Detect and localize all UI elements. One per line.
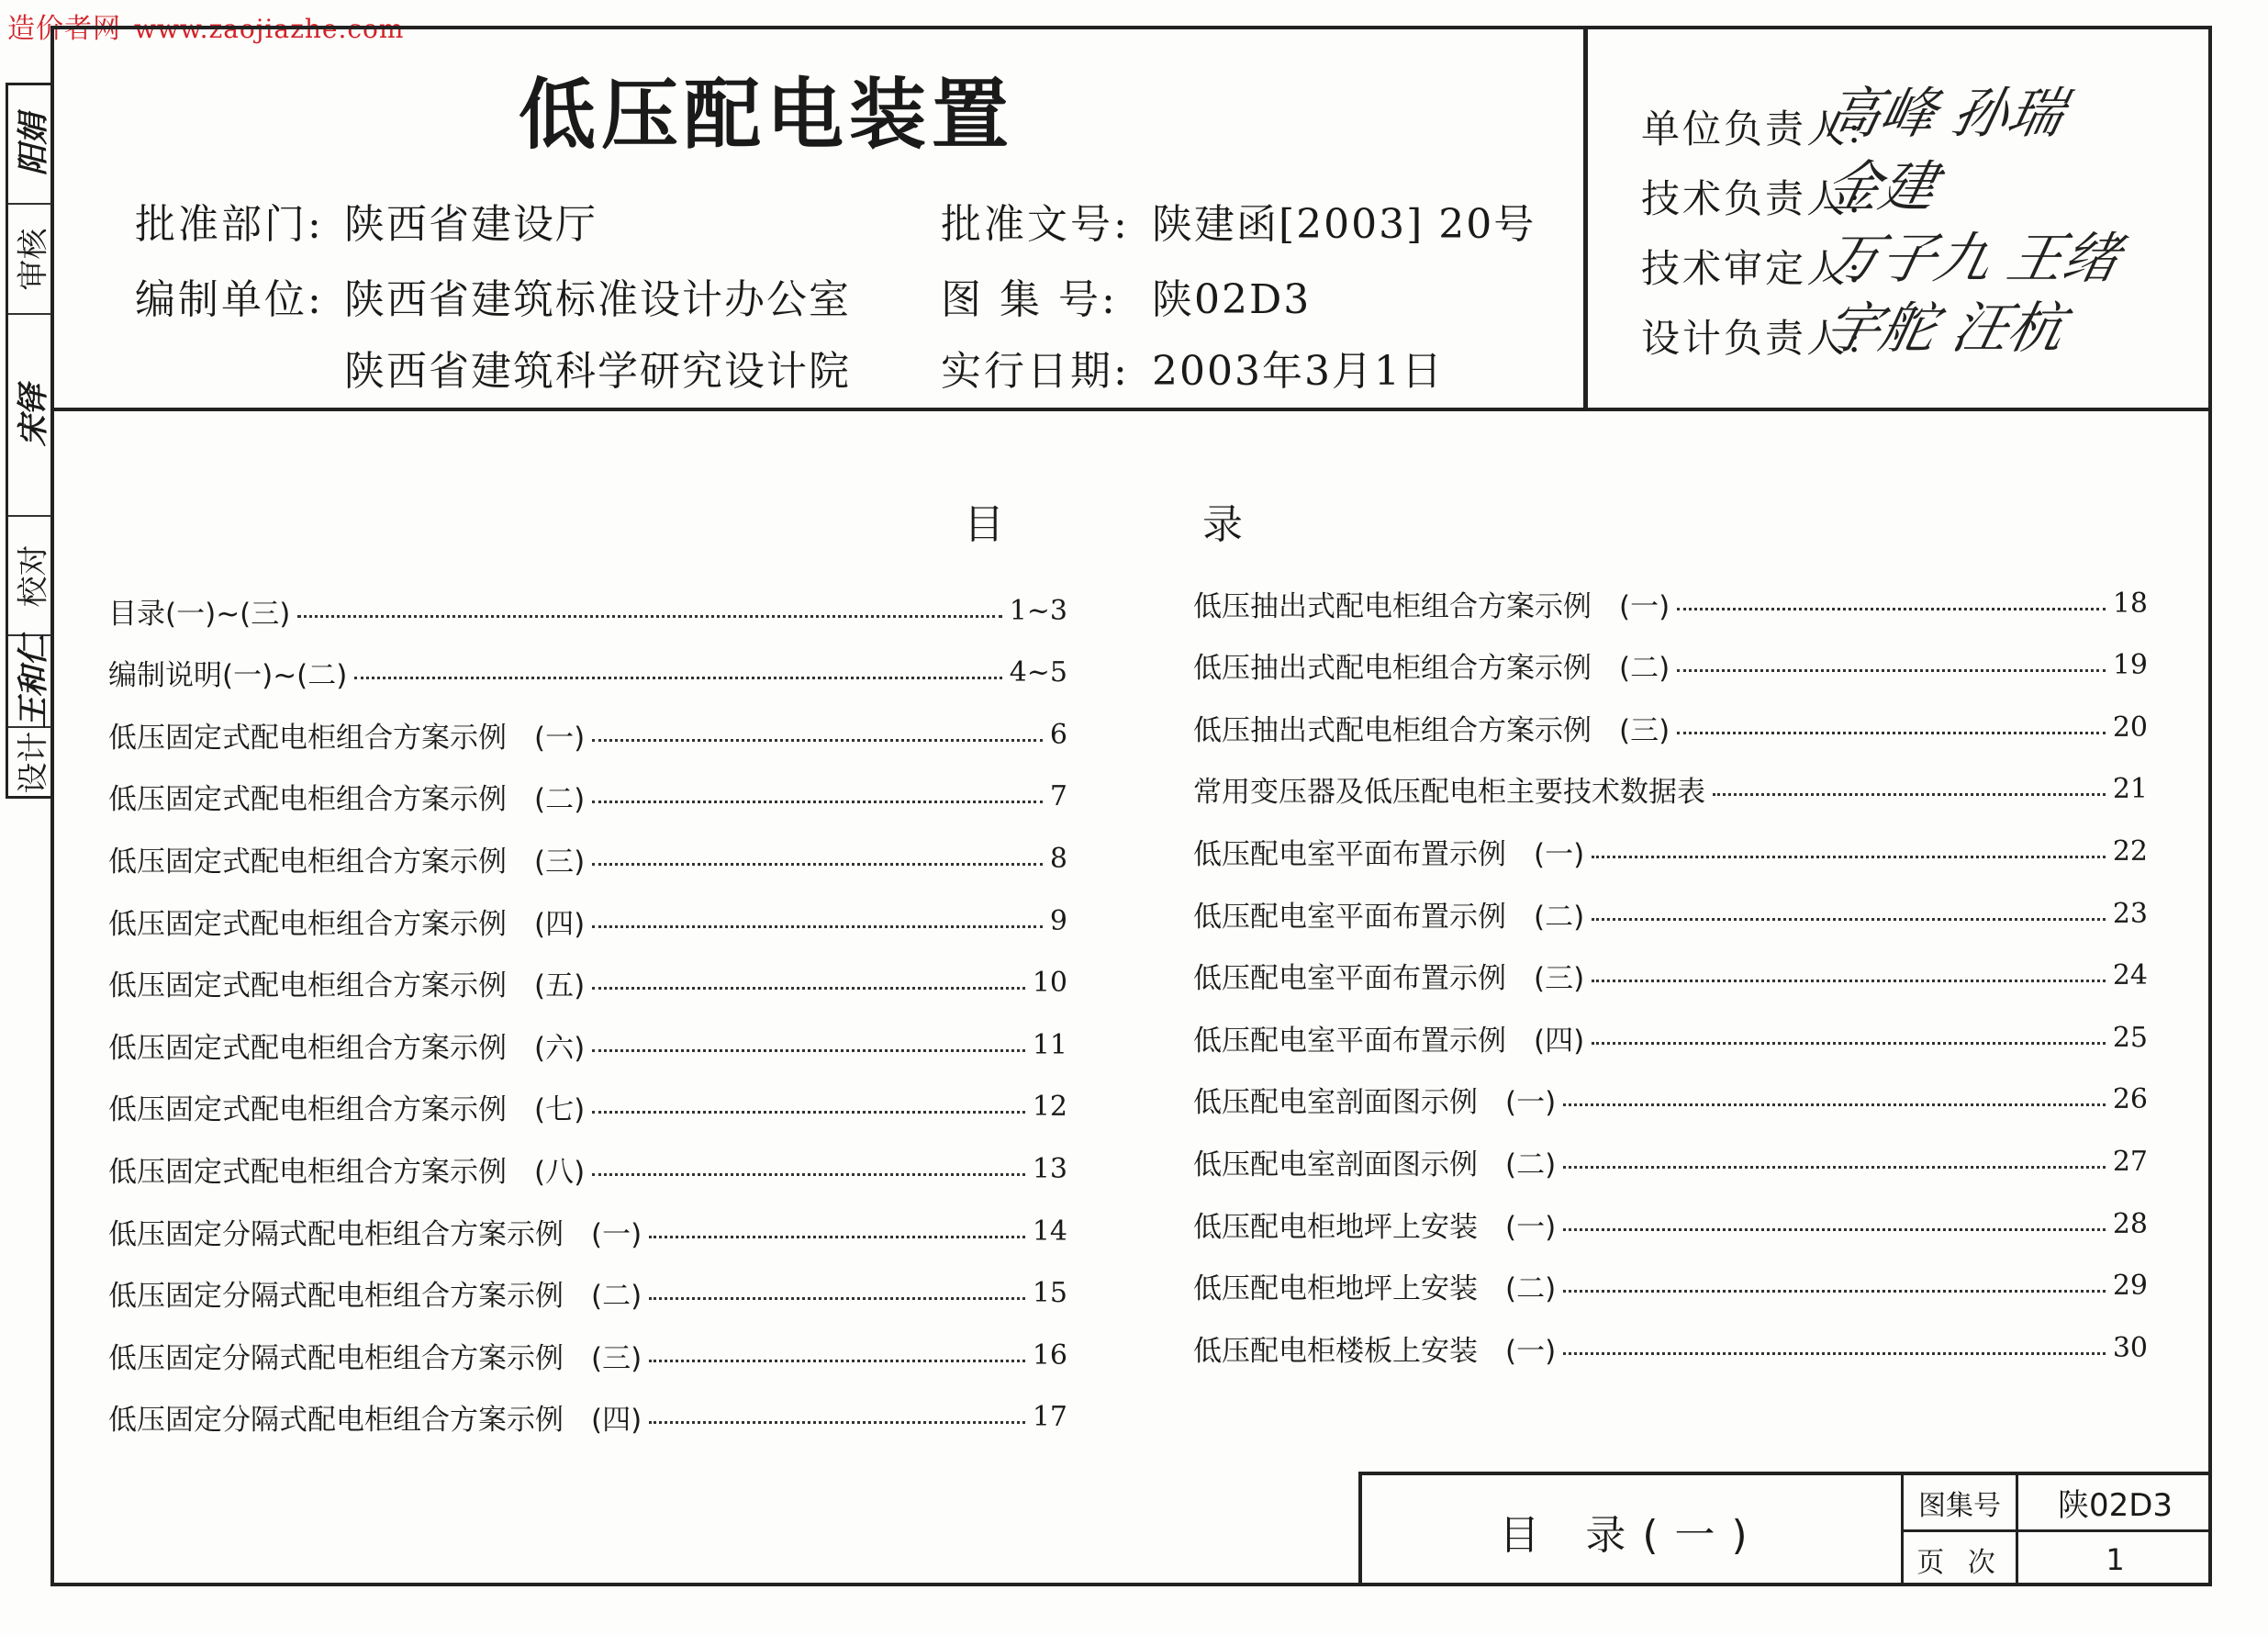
toc-page-number: 14 <box>1032 1215 1067 1248</box>
toc-page-number: 7 <box>1049 780 1067 813</box>
toc-leader-dots <box>1677 669 2106 672</box>
toc-subtitle: (一) <box>1534 837 1585 871</box>
page-value: 1 <box>2106 1541 2125 1577</box>
toc-page-number: 4~5 <box>1009 656 1067 689</box>
toc-row <box>1193 704 2148 750</box>
toc-subtitle: (二) <box>1619 652 1670 686</box>
toc-row <box>108 898 1067 944</box>
toc-row <box>1193 1325 2148 1371</box>
toc-subtitle: (一) <box>1505 1210 1557 1244</box>
toc-title: 低压固定式配电柜组合方案示例 <box>108 845 507 879</box>
bind-label-check: 审核 <box>15 228 51 290</box>
compiler-value-2: 陕西省建筑科学研究设计院 <box>344 348 851 395</box>
toc-leader-dots <box>1592 1042 2106 1045</box>
toc-page-number: 11 <box>1032 1028 1067 1061</box>
toc-page-number: 12 <box>1032 1091 1067 1124</box>
toc-page-number: 26 <box>2112 1083 2148 1116</box>
toc-leader-dots <box>592 1173 1025 1176</box>
effective-date-value: 2003年3月1日 <box>1152 348 1444 395</box>
toc-title: 低压固定分隔式配电柜组合方案示例 <box>108 1280 564 1314</box>
toc-leader-dots <box>1592 856 2106 858</box>
toc-row <box>108 588 1067 633</box>
header-divider <box>1583 26 1588 408</box>
toc-page-number: 22 <box>2112 834 2148 868</box>
toc-leader-dots <box>1563 1228 2106 1231</box>
toc-leader-dots <box>1713 793 2106 796</box>
toc-page-number: 19 <box>2112 649 2148 682</box>
toc-title: 目录(一)~(三) <box>108 597 291 631</box>
toc-leader-dots <box>592 739 1043 742</box>
toc-row <box>108 650 1067 696</box>
header-block <box>50 26 2212 411</box>
toc-leader-dots <box>1563 1166 2106 1169</box>
toc-page-number: 25 <box>2112 1021 2148 1054</box>
sig-design: 宇舵 汪杭 <box>1818 297 2071 361</box>
toc-row <box>108 1394 1067 1440</box>
toc-row <box>1193 643 2148 689</box>
toc-subtitle: (四) <box>534 907 586 941</box>
title-block <box>1358 1472 2212 1586</box>
toc-title: 低压抽出式配电柜组合方案示例 <box>1193 589 1592 623</box>
toc-title: 低压配电室平面布置示例 <box>1193 1024 1506 1058</box>
toc-page-number: 21 <box>2112 773 2148 806</box>
toc-title: 低压抽出式配电柜组合方案示例 <box>1193 652 1592 686</box>
toc-page-number: 13 <box>1032 1152 1067 1185</box>
page-title: 低压配电装置 <box>519 70 1015 160</box>
toc-subtitle: (五) <box>534 969 586 1003</box>
toc-page-number: 17 <box>1032 1401 1067 1434</box>
sig-label-review: 技术审定人: <box>1641 246 1864 291</box>
toc-title: 低压固定分隔式配电柜组合方案示例 <box>108 1217 564 1251</box>
sig-label-unit: 单位负责人: <box>1641 106 1864 151</box>
toc-leader-dots <box>1677 732 2106 734</box>
toc-subtitle: (一) <box>591 1217 642 1251</box>
toc-page-number: 24 <box>2112 959 2148 992</box>
doc-no-label: 批准文号: <box>941 201 1130 248</box>
toc-title: 低压固定式配电柜组合方案示例 <box>108 907 507 941</box>
toc-leader-dots <box>1563 1352 2106 1355</box>
toc-page-number: 8 <box>1049 842 1067 875</box>
toc-leader-dots <box>592 925 1043 928</box>
toc-row <box>1193 1138 2148 1184</box>
toc-leader-dots <box>1563 1103 2106 1106</box>
toc-page-number: 15 <box>1032 1277 1067 1310</box>
toc-row <box>108 1022 1067 1068</box>
toc-title: 低压固定式配电柜组合方案示例 <box>108 1031 507 1065</box>
toc-row <box>108 1146 1067 1192</box>
sig-tech: 金建 <box>1818 155 1943 219</box>
toc-row <box>108 1332 1067 1378</box>
toc-subtitle: (三) <box>1534 962 1585 996</box>
toc-page-number: 28 <box>2112 1207 2148 1240</box>
toc-subtitle: (二) <box>1505 1148 1557 1181</box>
binding-strip <box>6 83 51 799</box>
toc-row <box>108 1208 1067 1254</box>
compiler-label: 编制单位: <box>135 276 324 323</box>
toc-row <box>108 960 1067 1006</box>
approval-dept-value: 陕西省建设厅 <box>344 201 598 248</box>
toc-subtitle: (三) <box>534 845 586 879</box>
sig-review: 万子九 王绪 <box>1818 227 2126 291</box>
atlas-label: 图集号 <box>1904 1475 2018 1532</box>
toc-row <box>1193 580 2148 626</box>
toc-title: 低压固定式配电柜组合方案示例 <box>108 1093 507 1127</box>
toc-row <box>108 1084 1067 1130</box>
toc-leader-dots <box>1592 918 2106 921</box>
atlas-no-label: 图 集 号: <box>941 276 1118 323</box>
toc-subtitle: (四) <box>1534 1024 1585 1058</box>
toc-subtitle: (一) <box>1505 1334 1557 1368</box>
sheet-name: 目 录(一) <box>1362 1475 1904 1586</box>
toc-leader-dots <box>592 1111 1025 1114</box>
toc-title: 低压配电柜楼板上安装 <box>1193 1334 1478 1368</box>
toc-subtitle: (三) <box>591 1341 642 1375</box>
toc-subtitle: (二) <box>534 783 586 817</box>
bind-cell-check-sig <box>8 85 51 205</box>
bind-cell-proof <box>8 517 51 636</box>
watermark-site: 造价者网 <box>7 13 121 45</box>
atlas-no-value: 陕02D3 <box>1152 276 1312 323</box>
toc-leader-dots <box>592 863 1043 866</box>
toc-title: 低压配电室平面布置示例 <box>1193 837 1506 871</box>
toc-subtitle: (四) <box>591 1404 642 1438</box>
compiler-value-1: 陕西省建筑标准设计办公室 <box>344 276 851 323</box>
doc-no-value: 陕建函[2003] 20号 <box>1152 201 1536 248</box>
toc-subtitle: (七) <box>534 1093 586 1127</box>
toc-title: 低压固定式配电柜组合方案示例 <box>108 783 507 817</box>
toc-subtitle: (一) <box>1505 1086 1557 1120</box>
toc-row <box>1193 1201 2148 1247</box>
bind-cell-check <box>8 205 51 315</box>
toc-page-number: 6 <box>1049 718 1067 751</box>
sig-label-tech: 技术负责人: <box>1641 176 1864 221</box>
toc-title: 低压固定分隔式配电柜组合方案示例 <box>108 1341 564 1375</box>
page-label: 页 次 <box>1904 1532 2018 1586</box>
toc-leader-dots <box>592 987 1025 990</box>
toc-row <box>108 835 1067 881</box>
effective-date-label: 实行日期: <box>941 348 1130 395</box>
toc-subtitle: (三) <box>1619 713 1670 747</box>
toc-leader-dots <box>1677 608 2106 610</box>
toc-leader-dots <box>592 1049 1025 1052</box>
toc-subtitle: (二) <box>1534 900 1585 934</box>
toc-title: 常用变压器及低压配电柜主要技术数据表 <box>1193 776 1705 810</box>
toc-title: 低压抽出式配电柜组合方案示例 <box>1193 713 1592 747</box>
toc-row <box>1193 1263 2148 1309</box>
toc-row <box>1193 1077 2148 1123</box>
toc-leader-dots <box>649 1297 1025 1300</box>
toc-page-number: 10 <box>1032 967 1067 1000</box>
toc-subtitle: (二) <box>1505 1272 1557 1306</box>
toc-leader-dots <box>649 1360 1025 1362</box>
toc-title: 低压配电室平面布置示例 <box>1193 962 1506 996</box>
toc-page-number: 27 <box>2112 1145 2148 1178</box>
toc-page-number: 9 <box>1049 904 1067 937</box>
toc-title: 低压固定式配电柜组合方案示例 <box>108 969 507 1003</box>
toc-page-number: 30 <box>2112 1331 2148 1364</box>
toc-subtitle: (二) <box>591 1280 642 1314</box>
toc-title: 低压固定式配电柜组合方案示例 <box>108 721 507 755</box>
toc-title: 低压配电室剖面图示例 <box>1193 1148 1478 1181</box>
bind-sig-check: 阳娟 <box>15 113 51 175</box>
sig-label-design: 设计负责人: <box>1641 316 1864 361</box>
toc-title: 低压配电室平面布置示例 <box>1193 900 1506 934</box>
toc-subtitle: (八) <box>534 1155 586 1189</box>
toc-heading-right: 录 <box>1202 501 1245 548</box>
toc-subtitle: (六) <box>534 1031 586 1065</box>
atlas-value: 陕02D3 <box>2018 1475 2212 1532</box>
toc-leader-dots <box>354 677 1001 679</box>
toc-row <box>1193 1014 2148 1060</box>
toc-page-number: 18 <box>2112 587 2148 620</box>
toc-page-number: 23 <box>2112 897 2148 930</box>
toc-leader-dots <box>1563 1290 2106 1293</box>
toc-leader-dots <box>649 1421 1025 1424</box>
toc-row <box>108 711 1067 757</box>
toc-leader-dots <box>592 801 1043 803</box>
toc-leader-dots <box>297 615 1001 618</box>
toc-row <box>1193 890 2148 936</box>
bind-sig-proof: 宋铎 <box>15 384 51 446</box>
toc-title: 低压配电柜地坪上安装 <box>1193 1210 1478 1244</box>
toc-subtitle: (一) <box>534 721 586 755</box>
toc-title: 编制说明(一)~(二) <box>108 659 348 693</box>
toc-page-number: 16 <box>1032 1338 1067 1372</box>
toc-page-number: 1~3 <box>1009 594 1067 627</box>
toc-leader-dots <box>649 1236 1025 1238</box>
bind-cell-proof-sig <box>8 315 51 517</box>
toc-title: 低压固定式配电柜组合方案示例 <box>108 1155 507 1189</box>
toc-row <box>108 1271 1067 1316</box>
toc-page-number: 20 <box>2112 711 2148 744</box>
watermark-url: www.zaojiazhe.com <box>134 14 405 44</box>
bind-label-design: 设计 <box>15 731 51 793</box>
toc-row <box>108 774 1067 820</box>
bind-sig-design: 王和仁 <box>15 634 51 728</box>
toc-title: 低压固定分隔式配电柜组合方案示例 <box>108 1404 564 1438</box>
sig-unit: 高峰 孙瑞 <box>1818 82 2071 146</box>
toc-title: 低压配电室剖面图示例 <box>1193 1086 1478 1120</box>
toc-row <box>1193 828 2148 874</box>
toc-subtitle: (一) <box>1619 589 1670 623</box>
toc-leader-dots <box>1592 980 2106 982</box>
bind-cell-design <box>8 728 51 796</box>
approval-dept-label: 批准部门: <box>135 201 324 248</box>
toc-page-number: 29 <box>2112 1270 2148 1303</box>
toc-row <box>1193 953 2148 999</box>
toc-title: 低压配电柜地坪上安装 <box>1193 1272 1478 1306</box>
bind-cell-design-sig <box>8 636 51 728</box>
toc-heading-left: 目 <box>964 501 1006 548</box>
toc-row <box>1193 767 2148 812</box>
bind-label-proof: 校对 <box>15 544 51 607</box>
